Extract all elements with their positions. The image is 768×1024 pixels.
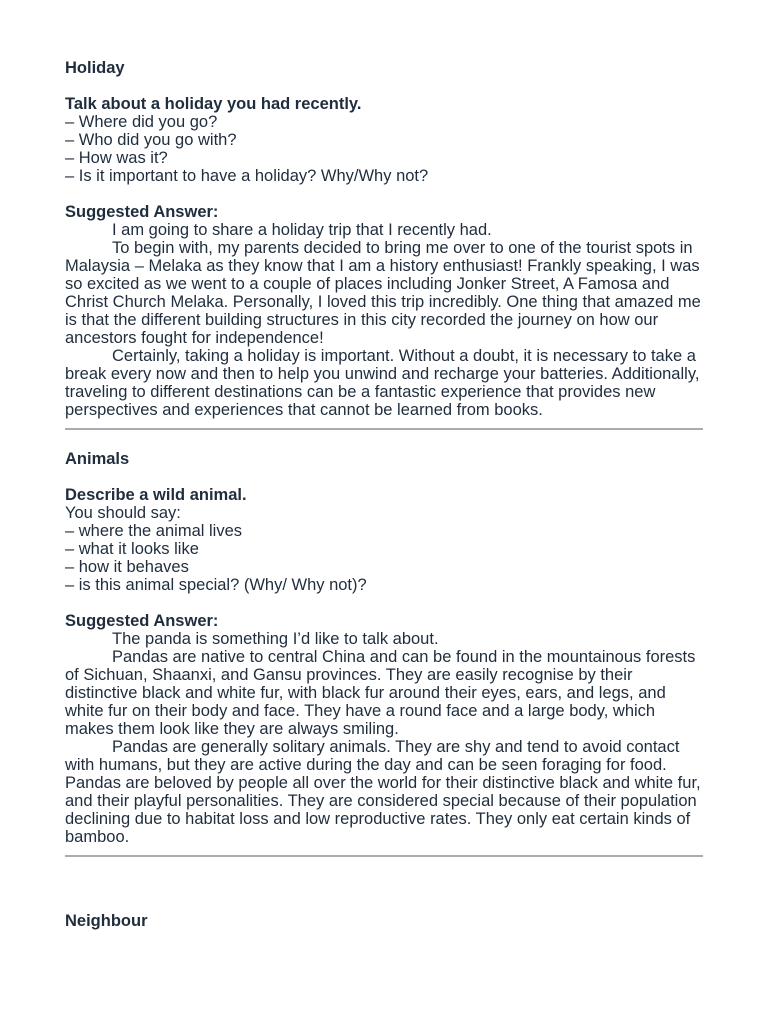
document-page	[65, 59, 703, 930]
prompt-item: – Where did you go?	[65, 113, 218, 131]
section-animals	[65, 450, 703, 857]
question-intro: You should say:	[65, 504, 181, 522]
section-title: Neighbour	[65, 912, 148, 930]
prompt-item: – how it behaves	[65, 558, 189, 576]
answer-paragraph: Certainly, taking a holiday is important. Without a doubt, it is necessary to take a break every now and then to help you unwind and recharge your batteries. Additionally, traveling to different destinations can be a fantastic experience that provides new perspectives and experiences that cannot be learned from books.	[65, 347, 700, 419]
answer-paragraph: Pandas are generally solitary animals. They are shy and tend to avoid contact with humans, but they are active during the day and can be seen foraging for food. Pandas are beloved by people all over the world for their distinctive black and white fur, and their playful personalities. They are considered special because of their population declining due to habitat loss and low reproductive rates. They only eat certain kinds of bamboo.	[65, 738, 701, 846]
question-heading: Talk about a holiday you had recently.	[65, 95, 362, 113]
answer-paragraph: The panda is something I’d like to talk about.	[112, 630, 439, 648]
question-heading: Describe a wild animal.	[65, 486, 247, 504]
prompt-item: – where the animal lives	[65, 522, 243, 540]
prompt-item: – what it looks like	[65, 540, 199, 558]
section-holiday	[65, 59, 703, 430]
prompt-item: – How was it?	[65, 149, 168, 167]
prompt-item: – is this animal special? (Why/ Why not)?	[65, 576, 367, 594]
section-title: Holiday	[65, 59, 125, 77]
answer-label: Suggested Answer:	[65, 612, 219, 630]
section-title: Animals	[65, 450, 130, 468]
prompt-item: – Who did you go with?	[65, 131, 237, 149]
answer-label: Suggested Answer:	[65, 203, 219, 221]
prompt-item: – Is it important to have a holiday? Why/Why not?	[65, 167, 429, 185]
answer-paragraph: Pandas are native to central China and can be found in the mountainous forests of Sichuan, Shaanxi, and Gansu provinces. They are easily recognise by their distinctive black and white fur, with black fur around their eyes, ears, and legs, and white fur on their body and face. They have a round face and a large body, which makes them look like they are always smiling.	[65, 648, 696, 738]
answer-paragraph: To begin with, my parents decided to bring me over to one of the tourist spots in Malaysia – Melaka as they know that I am a history enthusiast! Frankly speaking, I was so excited as we went to a couple of places including Jonker Street, A Famosa and Christ Church Melaka. Personally, I loved this trip incredibly. One thing that amazed me is that the different building structures in this city recorded the journey on how our ancestors fought for independence!	[65, 239, 701, 347]
answer-paragraph: I am going to share a holiday trip that I recently had.	[112, 221, 492, 239]
section-neighbour	[65, 912, 703, 930]
